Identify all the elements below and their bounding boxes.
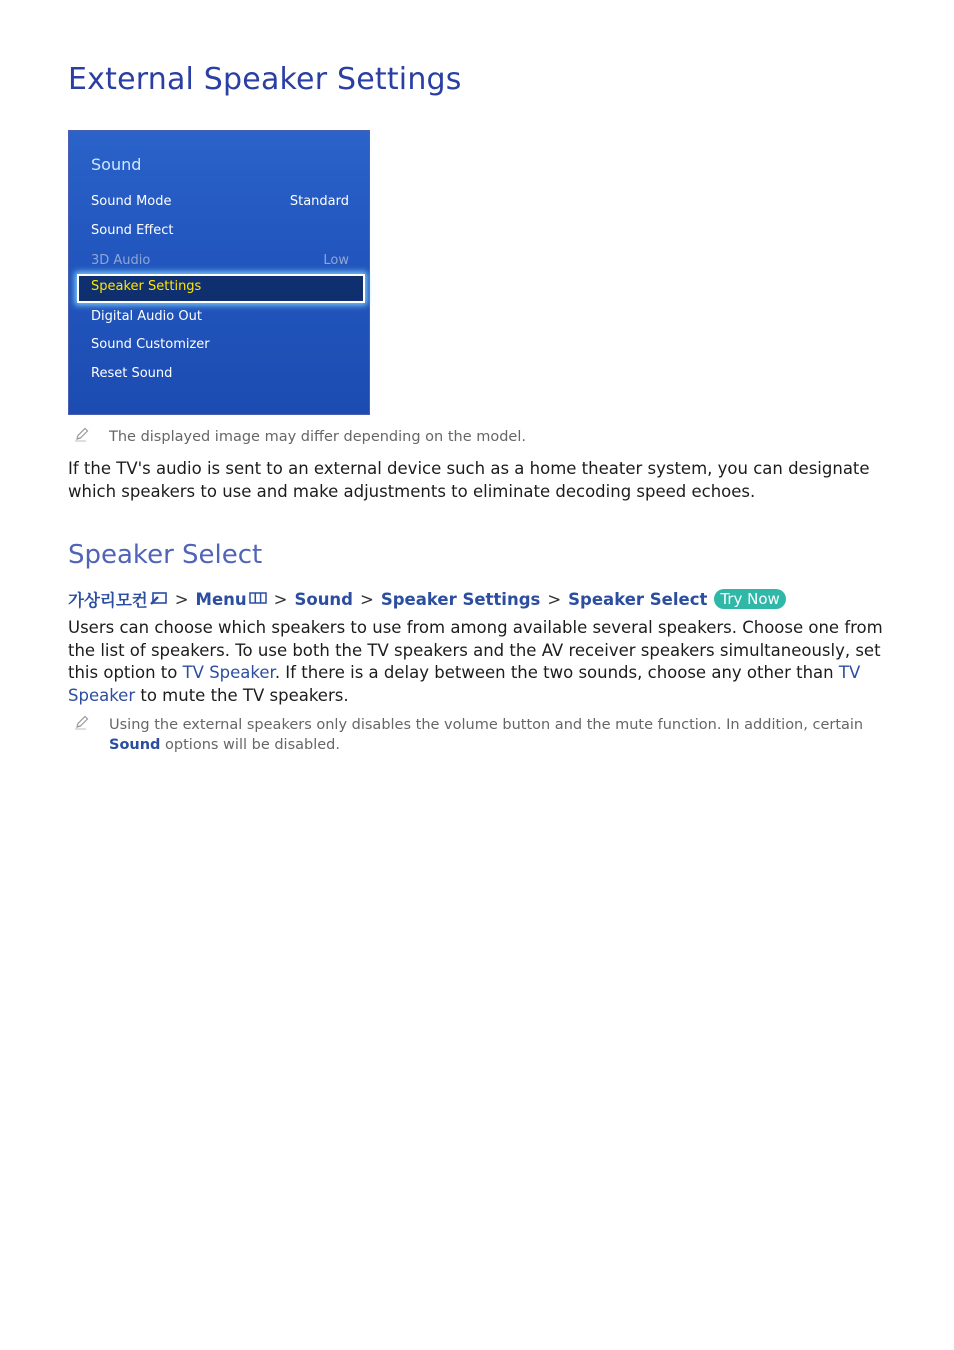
image-disclaimer-note: The displayed image may differ depending on the model. (109, 429, 526, 445)
tv-menu-item-value: Standard (289, 194, 349, 209)
breadcrumb-speaker-select[interactable]: Speaker Select (568, 589, 708, 609)
menu-grid-icon (249, 590, 267, 609)
breadcrumb-separator: > (174, 589, 189, 609)
paragraph-text: to mute the TV speakers. (135, 685, 349, 705)
tv-menu-item-3d-audio (77, 248, 365, 274)
tv-menu-item-label: Sound Customizer (91, 337, 210, 352)
tv-menu-item-sound-mode (77, 189, 365, 215)
pencil-icon (74, 426, 90, 442)
keyword-sound: Sound (109, 737, 161, 753)
tv-menu-item-label: Digital Audio Out (91, 309, 202, 324)
tv-menu-item-label: Speaker Settings (91, 279, 202, 294)
tv-menu-item-sound-customizer (77, 332, 365, 358)
tv-menu-item-reset-sound (77, 361, 365, 387)
tv-menu-item-digital-audio-out (77, 304, 365, 330)
breadcrumb-menu[interactable]: Menu (195, 589, 247, 609)
page-title: External Speaker Settings (68, 62, 462, 97)
tv-menu-item-label: Sound Mode (91, 194, 172, 209)
breadcrumb-speaker-settings[interactable]: Speaker Settings (380, 589, 541, 609)
tv-menu-item-speaker-settings (77, 274, 365, 303)
try-now-button[interactable]: Try Now (714, 589, 785, 609)
tv-menu-item-label: Sound Effect (91, 223, 174, 238)
paragraph-text: Users can choose which speakers to use from among available several speakers. Choose one from the list of speakers. To use both the TV speakers and the AV receiver speakers simultaneously, set this option to (68, 618, 883, 682)
breadcrumb-separator: > (360, 589, 374, 609)
tv-menu-item-label: Reset Sound (91, 366, 173, 381)
tv-menu-item-sound-effect (77, 218, 365, 244)
note-text: Using the external speakers only disables the volume button and the mute function. In addition, certain (109, 717, 864, 733)
breadcrumb (68, 587, 786, 611)
breadcrumb-separator: > (547, 589, 562, 609)
section-title: Speaker Select (68, 540, 263, 570)
breadcrumb-sound[interactable]: Sound (294, 589, 353, 609)
keyword-tv-speaker: TV Speaker (68, 663, 861, 705)
note-text: options will be disabled. (160, 737, 340, 753)
tv-menu-item-label: 3D Audio (91, 253, 151, 268)
intro-paragraph: If the TV's audio is sent to an external device such as a home theater system, you can designate which speakers to use and make adjustments to eliminate decoding speed echoes. (68, 459, 870, 501)
breadcrumb-separator: > (273, 589, 288, 609)
breadcrumb-remote[interactable]: 가상리모컨 (68, 591, 148, 610)
remote-control-icon (150, 590, 168, 609)
tv-menu-item-value: Low (323, 253, 349, 268)
keyword-tv-speaker: TV Speaker (182, 663, 275, 682)
paragraph-text: . If there is a delay between the two sounds, choose any other than (274, 663, 839, 682)
speaker-select-paragraph (68, 617, 888, 707)
external-speaker-note (109, 715, 889, 755)
tv-menu-title: Sound (91, 155, 142, 174)
tv-sound-menu-screenshot (68, 130, 370, 415)
pencil-icon (74, 714, 90, 730)
